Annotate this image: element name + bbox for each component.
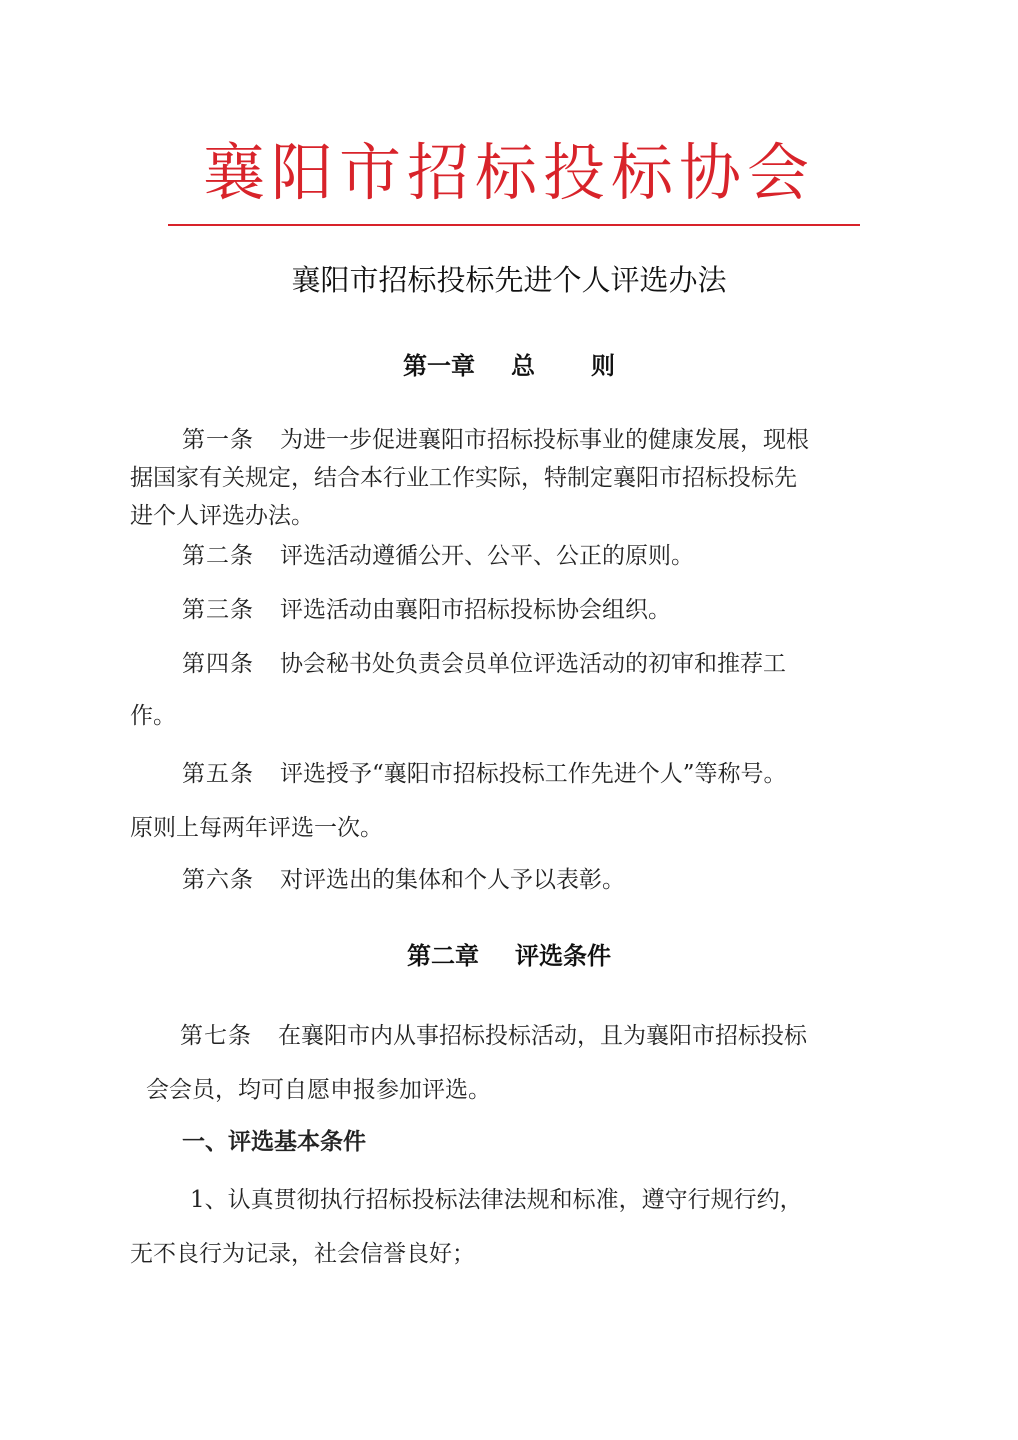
item-1-line-1: 1、认真贯彻执行招标投标法律法规和标准，遵守行规行约，: [190, 1187, 803, 1213]
article-7-line-1: [180, 1018, 807, 1054]
article-1-number: 第一条: [182, 427, 254, 453]
article-7-text-line-2: 会会员，均可自愿申报参加评选。: [146, 1077, 491, 1103]
letterhead-org-name: 襄阳市招标投标协会: [202, 136, 815, 209]
article-2-number: 第二条: [182, 543, 254, 569]
article-4-text-line-2: 作。: [130, 703, 176, 729]
chapter-1-heading: [0, 348, 1018, 384]
chapter-1-title-part-b: 则: [591, 352, 615, 380]
article-2-text: 评选活动遵循公开、公平、公正的原则。: [280, 543, 694, 569]
article-7-text-line-1: 在襄阳市内从事招标投标活动，且为襄阳市招标投标: [278, 1023, 807, 1049]
article-5-text-line-2: 原则上每两年评选一次。: [130, 815, 383, 841]
article-6-number: 第六条: [182, 867, 254, 893]
article-6-text: 对评选出的集体和个人予以表彰。: [280, 867, 625, 893]
chapter-2-title: 评选条件: [515, 942, 611, 970]
article-1-text-line-3: 进个人评选办法。: [130, 503, 314, 529]
chapter-2-number: 第二章: [407, 942, 479, 970]
article-4-text-line-1: 协会秘书处负责会员单位评选活动的初审和推荐工: [280, 651, 786, 677]
section-1-heading: 一、评选基本条件: [182, 1129, 366, 1155]
article-3-number: 第三条: [182, 597, 254, 623]
article-1-line-1: [182, 422, 809, 458]
chapter-1-title-part-a: 总: [511, 352, 535, 380]
article-7-number: 第七条: [180, 1023, 252, 1049]
article-2: [182, 538, 694, 574]
document-title: 襄阳市招标投标先进个人评选办法: [291, 263, 727, 297]
chapter-2-heading: [0, 938, 1018, 974]
article-3: [182, 592, 671, 628]
article-1-text-line-1: 为进一步促进襄阳市招标投标事业的健康发展，现根: [280, 427, 809, 453]
article-5-line-1: [182, 756, 787, 792]
article-1-text-line-2: 据国家有关规定，结合本行业工作实际，特制定襄阳市招标投标先: [130, 465, 797, 491]
item-1-line-2: 无不良行为记录，社会信誉良好；: [130, 1241, 475, 1267]
letterhead-red-rule: [168, 224, 860, 226]
article-5-text-line-1: 评选授予“襄阳市招标投标工作先进个人”等称号。: [280, 761, 787, 787]
article-4-line-1: [182, 646, 786, 682]
article-6: [182, 862, 625, 898]
article-4-number: 第四条: [182, 651, 254, 677]
chapter-1-number: 第一章: [403, 352, 475, 380]
article-3-text: 评选活动由襄阳市招标投标协会组织。: [280, 597, 671, 623]
article-5-number: 第五条: [182, 761, 254, 787]
